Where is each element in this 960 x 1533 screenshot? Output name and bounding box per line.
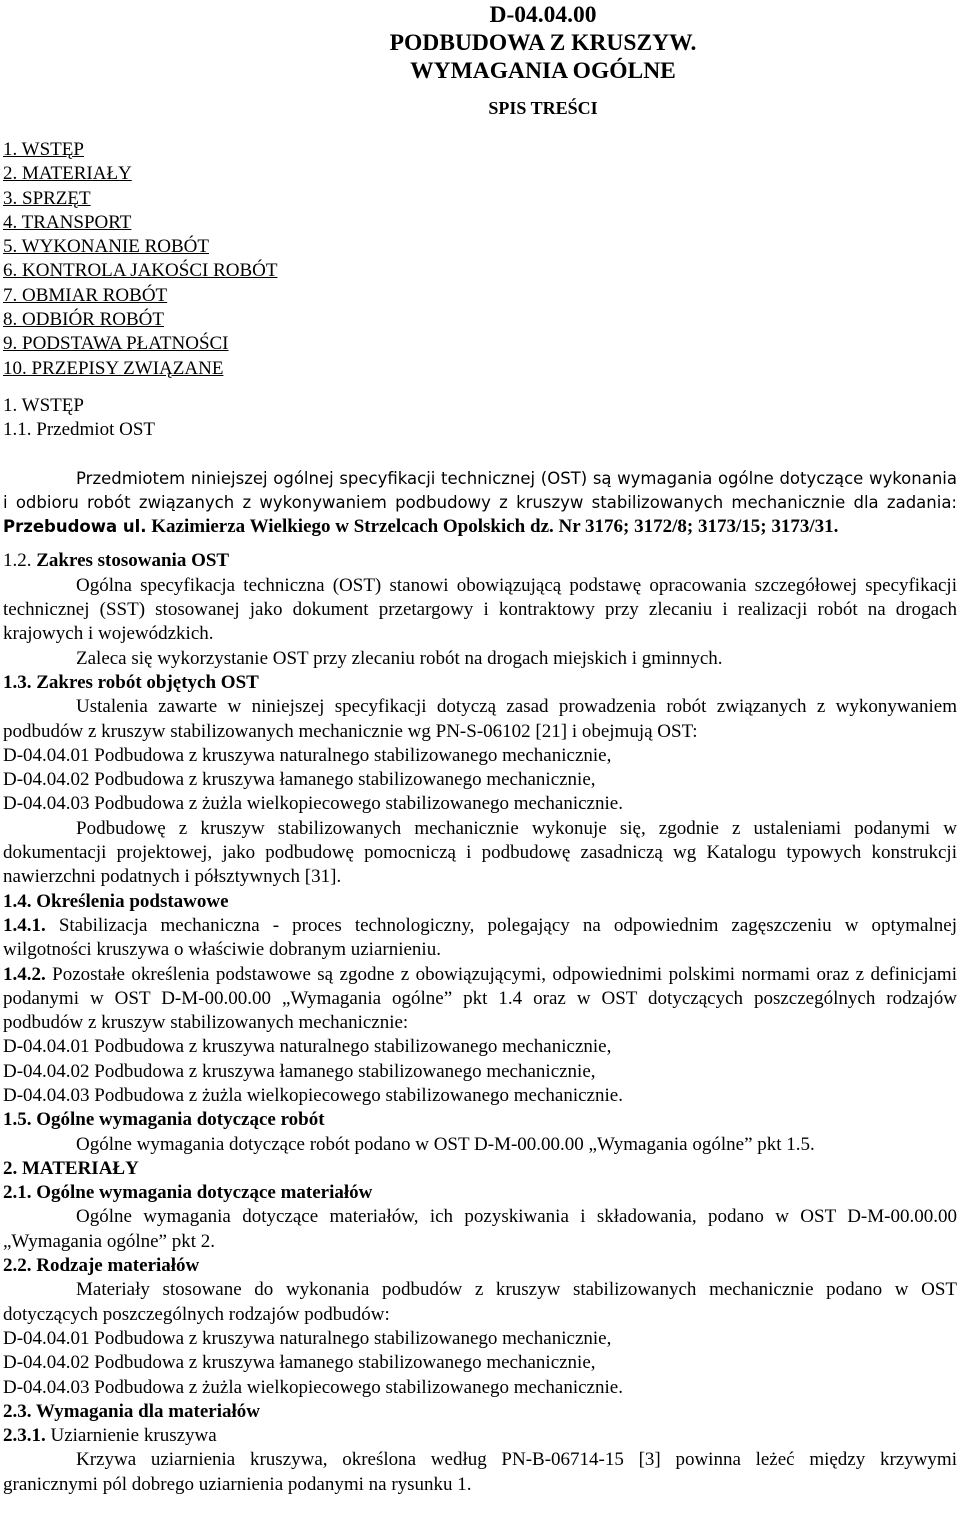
section-1-2-paragraph-1: Ogólna specyfikacja techniczna (OST) stanowi obowiązującą podstawę opracowania szczegółowej specyfikacji technicznej (SST) stosowanej jako dokument przetargowy i kontraktowy przy zlecaniu i realizacji robót na drogach krajowych i wojewódzkich. (3, 574, 957, 645)
section-1-heading: 1. WSTĘP (3, 394, 84, 416)
section-1-1-heading: 1.1. Przedmiot OST (3, 419, 155, 441)
section-title: Zakres stosowania OST (31, 550, 230, 572)
list-item: D-04.04.02 Podbudowa z kruszywa łamanego stabilizowanego mechanicznie, (3, 1060, 596, 1082)
toc-item[interactable]: 3. SPRZĘT (3, 187, 91, 209)
section-2-1-text: Ogólne wymagania dotyczące materiałów, ich pozyskiwania i składowania, podano w OST D-M-00.00.00 „Wymagania ogólne” pkt 2. (3, 1206, 957, 1252)
section-2-heading: 2. MATERIAŁY (3, 1157, 139, 1179)
section-text: Pozostałe określenia podstawowe są zgodne z obowiązującymi, odpowiednimi polskimi normami oraz z definicjami podanymi w OST D-M-00.00.00 „Wymagania ogólne” pkt 1.4 oraz w OST dotyczących poszczególnych rodzajów podbudów z kruszyw stabilizowanych mechanicznie: (3, 963, 957, 1034)
list-item: D-04.04.03 Podbudowa z żużla wielkopiecowego stabilizowanego mechanicznie. (3, 1084, 623, 1106)
toc-item[interactable]: 9. PODSTAWA PŁATNOŚCI (3, 333, 229, 355)
section-1-5-text: Ogólne wymagania dotyczące robót podano w OST D-M-00.00.00 „Wymagania ogólne” pkt 1.5. (76, 1133, 815, 1155)
toc-item[interactable]: 7. OBMIAR ROBÓT (3, 284, 168, 306)
list-item: D-04.04.03 Podbudowa z żużla wielkopiecowego stabilizowanego mechanicznie. (3, 793, 623, 815)
toc-item[interactable]: 5. WYKONANIE ROBÓT (3, 236, 209, 258)
section-1-5-heading: 1.5. Ogólne wymagania dotyczące robót (3, 1109, 325, 1131)
toc-item[interactable]: 1. WSTĘP (3, 139, 84, 160)
list-item: D-04.04.02 Podbudowa z kruszywa łamanego stabilizowanego mechanicznie, (3, 1352, 596, 1374)
toc-item[interactable]: 2. MATERIAŁY (3, 163, 132, 185)
list-item: D-04.04.03 Podbudowa z żużla wielkopiecowego stabilizowanego mechanicznie. (3, 1376, 623, 1398)
document-title-line1: PODBUDOWA Z KRUSZYW. (389, 30, 697, 56)
section-2-1-heading: 2.1. Ogólne wymagania dotyczące materiałów (3, 1182, 373, 1204)
section-text: Stabilizacja mechaniczna - proces technologiczny, polegający na odpowiednim zagęszczeniu w optymalnej wilgotności kruszywa o właściwie dobranym uziarnieniu. (3, 914, 957, 961)
section-1-2-paragraph-2: Zaleca się wykorzystanie OST przy zlecaniu robót na drogach miejskich i gminnych. (76, 647, 723, 669)
project-name-part1: Przebudowa ul. (3, 517, 147, 537)
list-item: D-04.04.01 Podbudowa z kruszywa naturalnego stabilizowanego mechanicznie, (3, 744, 612, 766)
section-1-4-2-text (3, 963, 957, 1036)
list-item: D-04.04.01 Podbudowa z kruszywa naturalnego stabilizowanego mechanicznie, (3, 1036, 612, 1058)
list-item: D-04.04.02 Podbudowa z kruszywa łamanego stabilizowanego mechanicznie, (3, 769, 596, 791)
section-1-2-heading (3, 549, 957, 573)
toc-item[interactable]: 4. TRANSPORT (3, 211, 132, 233)
toc-item[interactable]: 8. ODBIÓR ROBÓT (3, 309, 164, 331)
section-number: 1.4.2. (3, 963, 46, 985)
list-item: D-04.04.01 Podbudowa z kruszywa naturalnego stabilizowanego mechanicznie, (3, 1327, 612, 1349)
section-2-3-1-heading (3, 1424, 957, 1448)
table-of-contents (3, 138, 957, 381)
section-1-1-text (3, 467, 957, 540)
toc-title: SPIS TREŚCI (488, 98, 598, 118)
section-2-3-1-text: Krzywa uziarnienia kruszywa, określona według PN-B-06714-15 [3] powinna leżeć między krzywymi granicznymi pól dobrego uziarnienia podanymi na rysunku 1. (3, 1449, 957, 1495)
section-number: 1.2. (3, 550, 32, 572)
section-title: Uziarnienie kruszywa (45, 1425, 217, 1447)
document-title-line2: WYMAGANIA OGÓLNE (410, 58, 676, 84)
project-name-part2: Kazimierza Wielkiego w Strzelcach Opolskich dz. Nr 3176; 3172/8; 3173/15; 3173/31. (146, 516, 839, 538)
toc-item[interactable]: 6. KONTROLA JAKOŚCI ROBÓT (3, 260, 278, 282)
section-1-3-paragraph-2: Podbudowę z kruszyw stabilizowanych mechanicznie wykonuje się, zgodnie z ustaleniami podanymi w dokumentacji projektowej, jako podbudowę pomocniczą i podbudowę zasadniczą wg Katalogu typowych konstrukcji nawierzchni podatnych i półsztywnych [31]. (3, 817, 957, 888)
section-number: 1.4.1. (3, 914, 46, 936)
section-2-3-heading: 2.3. Wymagania dla materiałów (3, 1400, 261, 1422)
document-page (3, 0, 957, 1497)
section-1-4-heading: 1.4. Określenia podstawowe (3, 890, 229, 912)
toc-item[interactable]: 10. PRZEPISY ZWIĄZANE (3, 357, 224, 379)
section-number: 2.3.1. (3, 1425, 46, 1447)
section-2-2-heading: 2.2. Rodzaje materiałów (3, 1255, 200, 1277)
document-code: D-04.04.00 (489, 2, 597, 28)
section-2-2-text: Materiały stosowane do wykonania podbudów z kruszyw stabilizowanych mechanicznie podano w OST dotyczących poszczególnych rodzajów podbudów: (3, 1279, 957, 1325)
section-1-1-text-body: Przedmiotem niniejszej ogólnej specyfikacji technicznej (OST) są wymagania ogólne dotyczące wykonania i odbioru robót związanych z wykonywaniem podbudowy z kruszyw stabilizowanych mechanicznie dla zadania: (3, 468, 957, 512)
section-1-3-heading: 1.3. Zakres robót objętych OST (3, 671, 259, 693)
section-1-3-paragraph-1: Ustalenia zawarte w niniejszej specyfikacji dotyczą zasad prowadzenia robót związanych z wykonywaniem podbudów z kruszyw stabilizowanych mechanicznie wg PN-S-06102 [21] i obejmują OST: (3, 696, 957, 742)
section-1-4-1-text (3, 914, 957, 963)
